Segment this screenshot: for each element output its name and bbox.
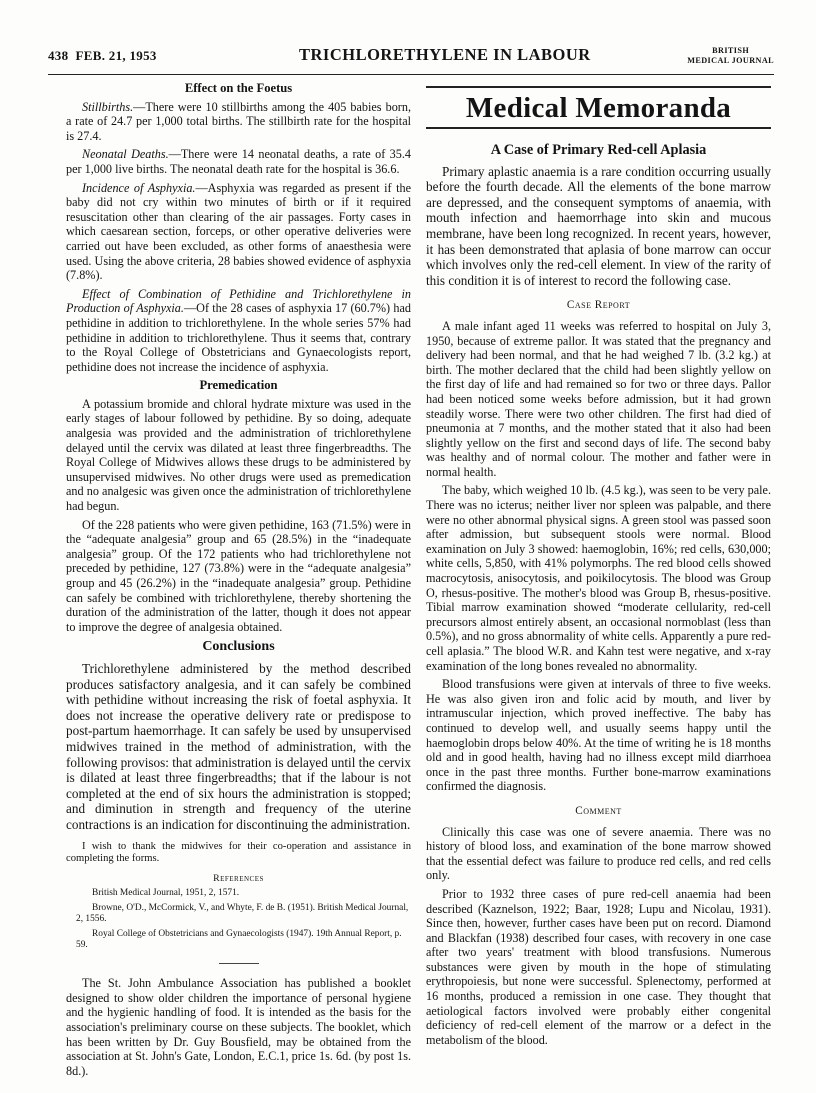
acknowledgement: I wish to thank the midwives for their co-operation and assistance in completing the forms. — [66, 840, 411, 865]
premedication-heading: Premedication — [199, 378, 278, 393]
comment-heading: Comment — [575, 804, 622, 817]
case-paragraph-1: A male infant aged 11 weeks was referred to hospital on July 3, 1950, because of extreme pallor. It was stated that the pregnancy and delivery had been normal, and that he had weighed 7 lb. (3.2 kg.) at birth. The mother declared that the child had been slightly yellow on the first day of life and had remained so for two or three days. Pallor had been noticed some weeks before admission, but it had grown steadily worse. There were two other children. The first had died of pneumonia at 7 months, and the mother stated that it also had been slightly yellow on the first and second days of life. The second baby was healthy and of normal colour. The mother and father were in normal health. — [426, 318, 771, 479]
left-column — [66, 78, 411, 1082]
reference-item: Browne, O'D., McCormick, V., and Whyte, F. de B. (1951). British Medical Journal, 2, 1556. — [76, 903, 409, 925]
case-paragraph-3: Blood transfusions were given at intervals of three to five weeks. He was also given iron and folic acid by mouth, and liver by intramuscular injection, which proved ineffective. The baby has continued to develop well, and usually seems happy until the haemoglobin drops below 40%. At the time of writing he is 18 months old and in good health, having had no illness except mild diarrhoea once in the past three months. Further bone-marrow examinations confirmed the diagnosis. — [426, 677, 771, 794]
comment-paragraph-2: Prior to 1932 three cases of pure red-cell anaemia had been described (Kaznelson, 1922; Baar, 1928; Lupu and Nicolau, 1931). Since then, however, further cases have been put on record. Diamond and Blackfan (1938) described four cases, with recovery in one case after two years' treatment with blood transfusions. Numerous substances were given by mouth in the hope of stimulating erythropoiesis, but none were successful. Splenectomy, performed at 16 months, produced a remission in one case. They thought that aetiological factors involved were probably either congenital deficiency of red-cell element of the marrow or a defect in the metabolism of the blood. — [426, 886, 771, 1047]
comment-paragraph-1: Clinically this case was one of severe anaemia. There was no history of blood loss, and examination of the bone marrow showed that the essential defect was failure to produce red cells, and red cells only. — [426, 824, 771, 883]
reference-item: Royal College of Obstetricians and Gynaecologists (1947). 19th Annual Report, p. 59. — [76, 929, 402, 951]
intro-paragraph: Primary aplastic anaemia is a rare condition occurring usually before the fourth decade. All the elements of the bone marrow are depressed, and the consequent symptoms of anaemia, with mouth infection and haemorrhage into skin and mucous membrane, have been long recognized. In recent years, however, it has been demonstrated that aplasia of bone marrow can occur which involves only the red-cell element. In view of the rarity of this condition it is of interest to record the following case. — [426, 163, 771, 288]
case-paragraph-2: The baby, which weighed 10 lb. (4.5 kg.), was seen to be very pale. There was no icterus; neither liver nor spleen was palpable, and there were no other abnormal physical signs. A green stool was passed soon after admission, but subsequent stools were normal. Blood examination on July 3 showed: haemoglobin, 16%; red cells, 630,000; white cells, 5,850, with 41% polymorphs. The red blood cells showed macrocytosis, anisocytosis, and poikilocytosis. The blood was Group O, rhesus-positive. The mother's blood was Group B, rhesus-positive. Tibial marrow examination showed “moderate cellularity, red-cell precursors almost entirely absent, an occasional normoblast (less than 0.5%), and no gross abnormality of white cells. Apparently a pure red-cell aplasia.” The blood W.R. and Kahn test were negative, and x-ray examination of the long bones revealed no abnormality. — [426, 483, 771, 673]
page-number-date: 438 FEB. 21, 1953 — [48, 48, 157, 63]
reference-item: British Medical Journal, 1951, 2, 1571. — [92, 888, 240, 899]
article-title: A Case of Primary Red-cell Aplasia — [490, 142, 707, 158]
conclusions-heading: Conclusions — [202, 639, 275, 655]
conclusions-paragraph: Trichlorethylene administered by the method described produces satisfactory analgesia, and it can safely be combined with pethidine without increasing the risk of foetal asphyxia. It does not increase the operative delivery rate or predispose to post-partum haemorrhage. It can safely be used by unsupervised midwives trained in the method of administration, with the following provisos: that administration is delayed until the cervix is dilated at least three fingerbreadths; that if the labour is not completed at the end of six hours the administration is stopped; and diminution in strength and frequency of the uterine contractions is an indication for discontinuing the administration. — [66, 660, 412, 832]
premedication-paragraph-1: A potassium bromide and chloral hydrate mixture was used in the early stages of labour followed by pethidine. By so doing, adequate analgesia was provided and the administration of trichlorethylene delayed until the cervix was dilated at least three fingerbreadths. The Royal College of Midwives allows these drugs to be administered by unsupervised midwives. No other drugs were used as premedication and no analgesic was given once the administration of trichlorethylene had begun. — [66, 396, 411, 514]
stillbirths-paragraph: Stillbirths.—There were 10 stillbirths among the 405 babies born, a rate of 24.7 per 1,000 total births. The stillbirth rate for the hospital is 27.4. — [66, 99, 411, 143]
section-divider — [219, 963, 259, 964]
st-john-notice: The St. John Ambulance Association has published a booklet designed to show older children the importance of personal hygiene and the hygienic handling of food. It is intended as the basis for the association's preliminary course on these subjects. The booklet, which has been written by Dr. Guy Bousfield, may be obtained from the association at St. John's Gate, London, E.C.1, price 1s. 6d. (by post 1s. 8d.). — [66, 976, 411, 1078]
case-report-heading: Case Report — [566, 299, 631, 312]
combination-paragraph: Effect of Combination of Pethidine and Trichlorethylene in Production of Asphyxia.—Of the 28 cases of asphyxia 17 (60.7%) had pethidine in addition to trichlorethylene. In the whole series 57% had pethidine in addition to trichlorethylene. Thus it seems that, contrary to the Royal College of Obstetricians and Gynaecologists report, pethidine does not increase the incidence of asphyxia. — [66, 286, 411, 374]
foetus-heading: Effect on the Foetus — [184, 81, 293, 95]
running-header — [48, 44, 774, 75]
running-title: TRICHLORETHYLENE IN LABOUR — [299, 45, 591, 64]
right-column — [426, 78, 771, 1051]
premedication-paragraph-2: Of the 228 patients who were given pethidine, 163 (71.5%) were in the “adequate analgesia” group and 65 (28.5%) in the “inadequate analgesia” group. Of the 172 patients who had trichlorethylene not preceded by pethidine, 127 (73.8%) were in the “adequate analgesia” group and 45 (26.2%) in the “inadequate analgesia” group. Pethidine can safely be combined with trichlorethylene, thereby shortening the duration of the administration of the latter, though it does not appear to improve the degree of analgesia obtained. — [66, 517, 411, 634]
neonatal-paragraph: Neonatal Deaths.—There were 14 neonatal deaths, a rate of 35.4 per 1,000 live births. The neonatal death rate for the hospital is 36.6. — [66, 147, 411, 176]
asphyxia-paragraph: Incidence of Asphyxia.—Asphyxia was regarded as present if the baby did not cry within two minutes of birth or if it required resuscitation other than clearing of the air passages. Forty cases in which caesarean section, forceps, or other operative deliveries were carried out have been excluded, as other forms of anaesthesia were used. Using the above criteria, 28 babies showed evidence of asphyxia (7.8%). — [66, 180, 411, 283]
medical-memoranda-banner: Medical Memoranda — [426, 86, 771, 129]
journal-name: BRITISH MEDICAL JOURNAL — [687, 46, 774, 65]
references-heading: References — [213, 872, 264, 884]
